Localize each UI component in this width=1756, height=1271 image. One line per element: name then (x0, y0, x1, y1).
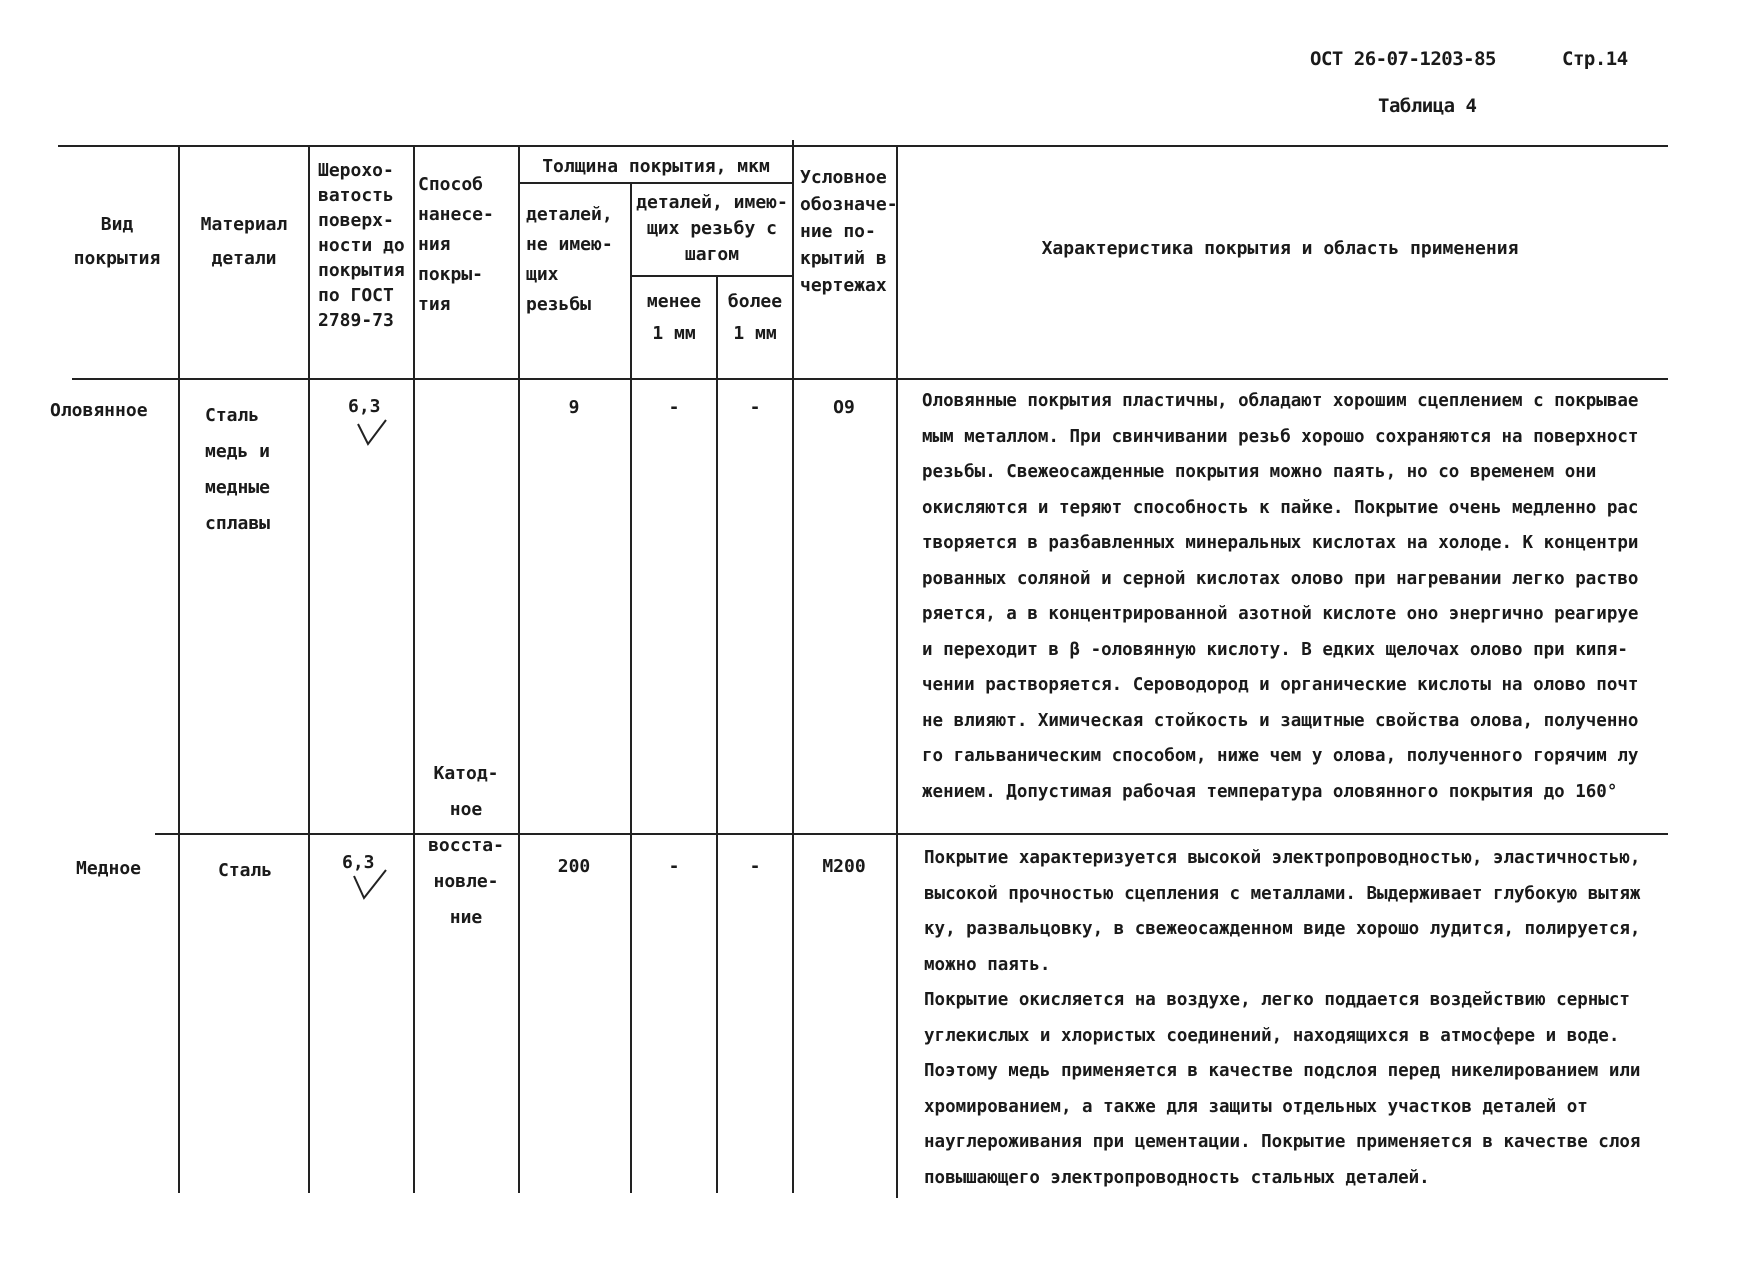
description-line: Оловянные покрытия пластичны, обладают хорошим сцеплением с покрывае (922, 391, 1639, 411)
col-divider-8 (896, 145, 898, 1198)
description-line: мым металлом. При свинчивании резьб хорошо сохраняются на поверхност (922, 426, 1639, 447)
description-line: можно паять. (924, 954, 1051, 975)
header-characteristic: Характеристика покрытия и область применения (1041, 238, 1519, 259)
header-method: Способ нанесе- ния покры- тия (418, 174, 494, 315)
description-line: хромированием, а также для защиты отдельных участков деталей от (924, 1096, 1588, 1117)
header-no-thread: деталей, не имею- щих резьбы (526, 204, 613, 315)
description-line: ку, развальцовку, в свежеосажденном виде хорошо лудится, полируется, (924, 919, 1641, 939)
header-less-1mm: менее 1 мм (646, 291, 702, 344)
description-line: и переходит в β -оловянную кислоту. В едких щелочах олово при кипя- (922, 639, 1628, 660)
row-divider (155, 833, 1668, 835)
header-thickness-group: Толщина покрытия, мкм (542, 156, 770, 177)
header-more-1mm: более 1 мм (727, 291, 783, 344)
row-tin-roughness (346, 392, 396, 448)
col-divider-4 (518, 145, 520, 1193)
row-copper-more-1mm: - (749, 856, 761, 877)
header-material: Материал детали (200, 214, 288, 269)
header-roughness: Шерохо- ватость поверх- ности до покрытия по ГОСТ 2789-73 (318, 160, 405, 331)
col-divider-3 (413, 145, 415, 1193)
col-divider-7 (792, 140, 794, 1193)
row-tin-material: Сталь медь и медные сплавы (205, 405, 271, 534)
description-line: повышающего электропроводность стальных деталей. (924, 1167, 1430, 1188)
method-cathodic-reduction: Катод- ное восста- новле- ние (428, 763, 504, 928)
header-with-thread: деталей, имею- щих резьбу с шагом (636, 192, 788, 265)
header-bottom-border (72, 378, 1668, 380)
header-designation: Условное обозначе- ние по- крытий в чертежах (800, 167, 898, 296)
description-line: жением. Допустимая рабочая температура оловянного покрытия до 160° (922, 781, 1618, 802)
description-line: не влияют. Химическая стойкость и защитные свойства олова, полученно (922, 710, 1639, 731)
description-line: высокой прочностью сцепления с металлами. Выдерживает глубокую вытяж (924, 883, 1641, 904)
col-divider-2 (308, 145, 310, 1193)
document-code: ОСТ 26-07-1203-85 (1310, 48, 1496, 70)
page-number: Стр.14 (1562, 48, 1628, 70)
description-line: Покрытие характеризуется высокой электропроводностью, эластичностью, (924, 848, 1641, 868)
description-line: рованных соляной и серной кислотах олово при нагревании легко раство (922, 568, 1639, 589)
row-tin-designation: О9 (833, 397, 855, 418)
row-tin-more-1mm: - (749, 397, 761, 418)
row-tin-coating: Оловянное (50, 400, 148, 421)
description-line: науглероживания при цементации. Покрытие применяется в качестве слоя (924, 1132, 1641, 1152)
row-copper-less-1mm: - (668, 856, 680, 877)
description-line: резьбы. Свежеосажденные покрытия можно паять, но со временем они (922, 462, 1597, 482)
description-line: углекислых и хлористых соединений, находящихся в атмосфере и воде. (924, 1025, 1620, 1046)
row-copper-material: Сталь (218, 860, 273, 881)
row-copper-no-thread: 200 (557, 856, 591, 877)
roughness-value: 6,3 (342, 852, 375, 873)
roughness-check-icon (356, 418, 396, 448)
row-copper-designation: М200 (822, 856, 866, 877)
description-line: Поэтому медь применяется в качестве подслоя перед никелированием или (924, 1061, 1641, 1081)
col-divider-1 (178, 145, 180, 1193)
roughness-check-icon (352, 868, 396, 902)
row-copper-roughness (340, 848, 396, 904)
table-top-border (58, 145, 1668, 147)
thickness-header-divider (518, 182, 792, 184)
table-title: Таблица 4 (1378, 95, 1477, 117)
description-line: ряется, а в концентрированной азотной кислоте оно энергично реагируе (922, 604, 1639, 624)
row-copper-coating: Медное (76, 858, 142, 879)
roughness-value: 6,3 (348, 396, 381, 417)
description-line: творяется в разбавленных минеральных кислотах на холоде. К концентри (922, 533, 1639, 553)
row-tin-less-1mm: - (668, 397, 680, 418)
description-line: Покрытие окисляется на воздухе, легко поддается воздействию серныст (924, 990, 1630, 1010)
description-line: чении растворяется. Сероводород и органические кислоты на олово почт (922, 675, 1639, 695)
thread-header-divider (630, 275, 792, 277)
description-line: окисляются и теряют способность к пайке. Покрытие очень медленно рас (922, 497, 1639, 518)
header-coating-type: Вид покрытия (73, 214, 161, 269)
row-tin-no-thread: 9 (568, 397, 580, 418)
description-line: го гальваническим способом, ниже чем у олова, полученного горячим лу (922, 746, 1639, 766)
